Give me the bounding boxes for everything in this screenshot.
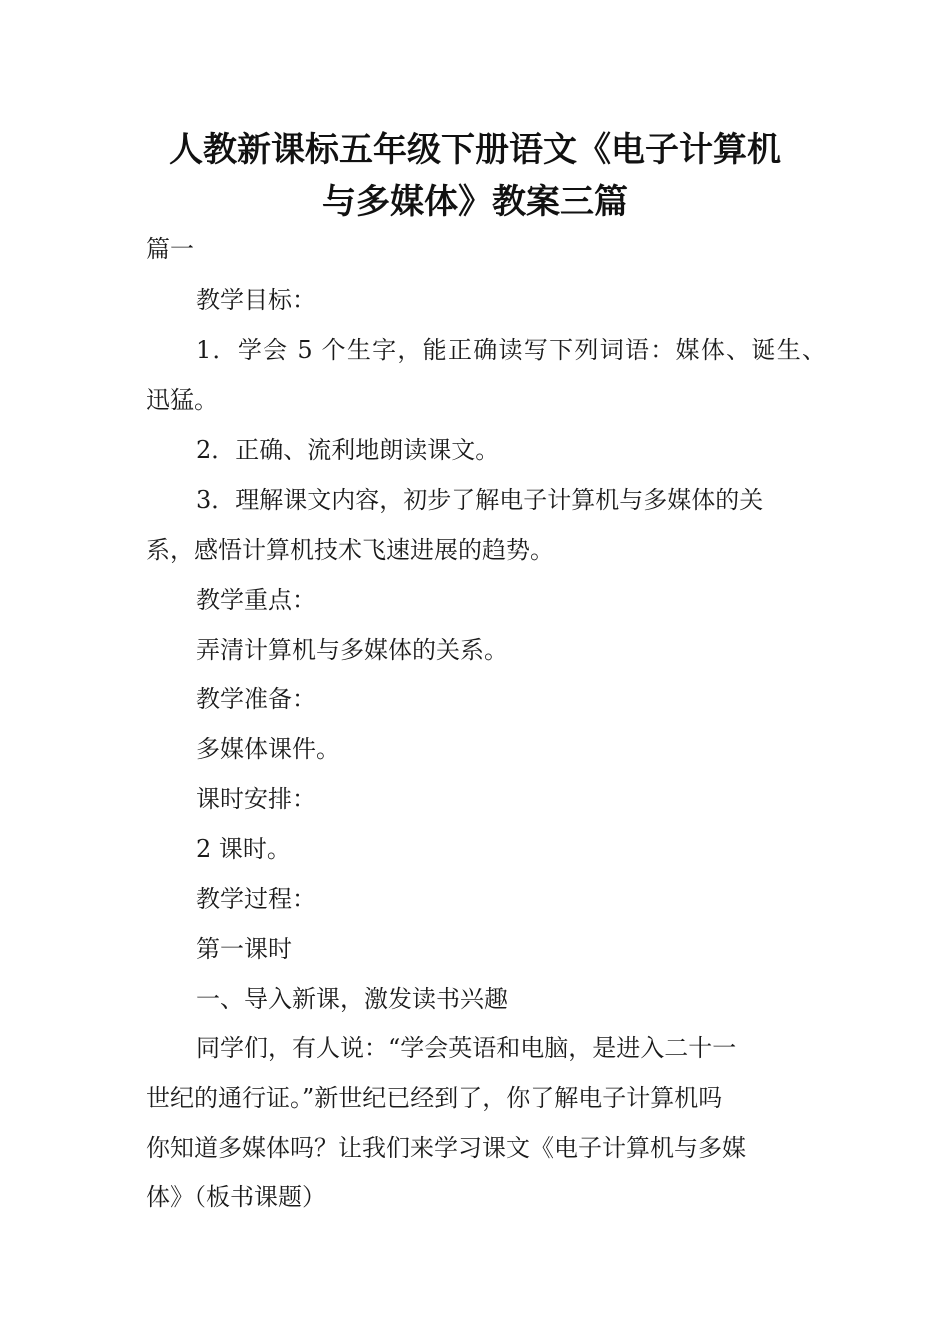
- document-title-line-1: 人教新课标五年级下册语文《电子计算机: [169, 130, 781, 170]
- schedule-text: 2 课时。: [196, 835, 291, 863]
- preparation-heading: 教学准备：: [196, 685, 316, 713]
- section-label: 篇一: [146, 235, 194, 263]
- objective-3-line-2: 系，感悟计算机技术飞速进展的趋势。: [146, 536, 554, 564]
- objectives-heading: 教学目标：: [196, 286, 316, 314]
- intro-paragraph-line-1: 同学们，有人说：“学会英语和电脑，是进入二十一: [196, 1034, 737, 1062]
- objective-3-line-1: 3．理解课文内容，初步了解电子计算机与多媒体的关: [196, 486, 764, 514]
- intro-paragraph-line-4: 体》（板书课题）: [146, 1183, 326, 1211]
- process-heading: 教学过程：: [196, 885, 316, 913]
- preparation-text: 多媒体课件。: [196, 735, 340, 763]
- objective-1-line-2: 迅猛。: [146, 386, 218, 414]
- first-lesson-label: 第一课时: [196, 935, 292, 963]
- objective-2: 2．正确、流利地朗读课文。: [196, 436, 500, 464]
- step-1-heading: 一、导入新课，激发读书兴趣: [196, 985, 508, 1013]
- schedule-heading: 课时安排：: [196, 785, 316, 813]
- key-point-text: 弄清计算机与多媒体的关系。: [196, 636, 508, 664]
- key-point-heading: 教学重点：: [196, 586, 316, 614]
- objective-1-line-1: 1．学会 5 个生字，能正确读写下列词语：媒体、诞生、: [196, 336, 826, 364]
- document-title-line-2: 与多媒体》教案三篇: [322, 182, 628, 222]
- intro-paragraph-line-2: 世纪的通行证。”新世纪已经到了，你了解电子计算机吗: [146, 1084, 723, 1112]
- intro-paragraph-line-3: 你知道多媒体吗？让我们来学习课文《电子计算机与多媒: [146, 1134, 746, 1162]
